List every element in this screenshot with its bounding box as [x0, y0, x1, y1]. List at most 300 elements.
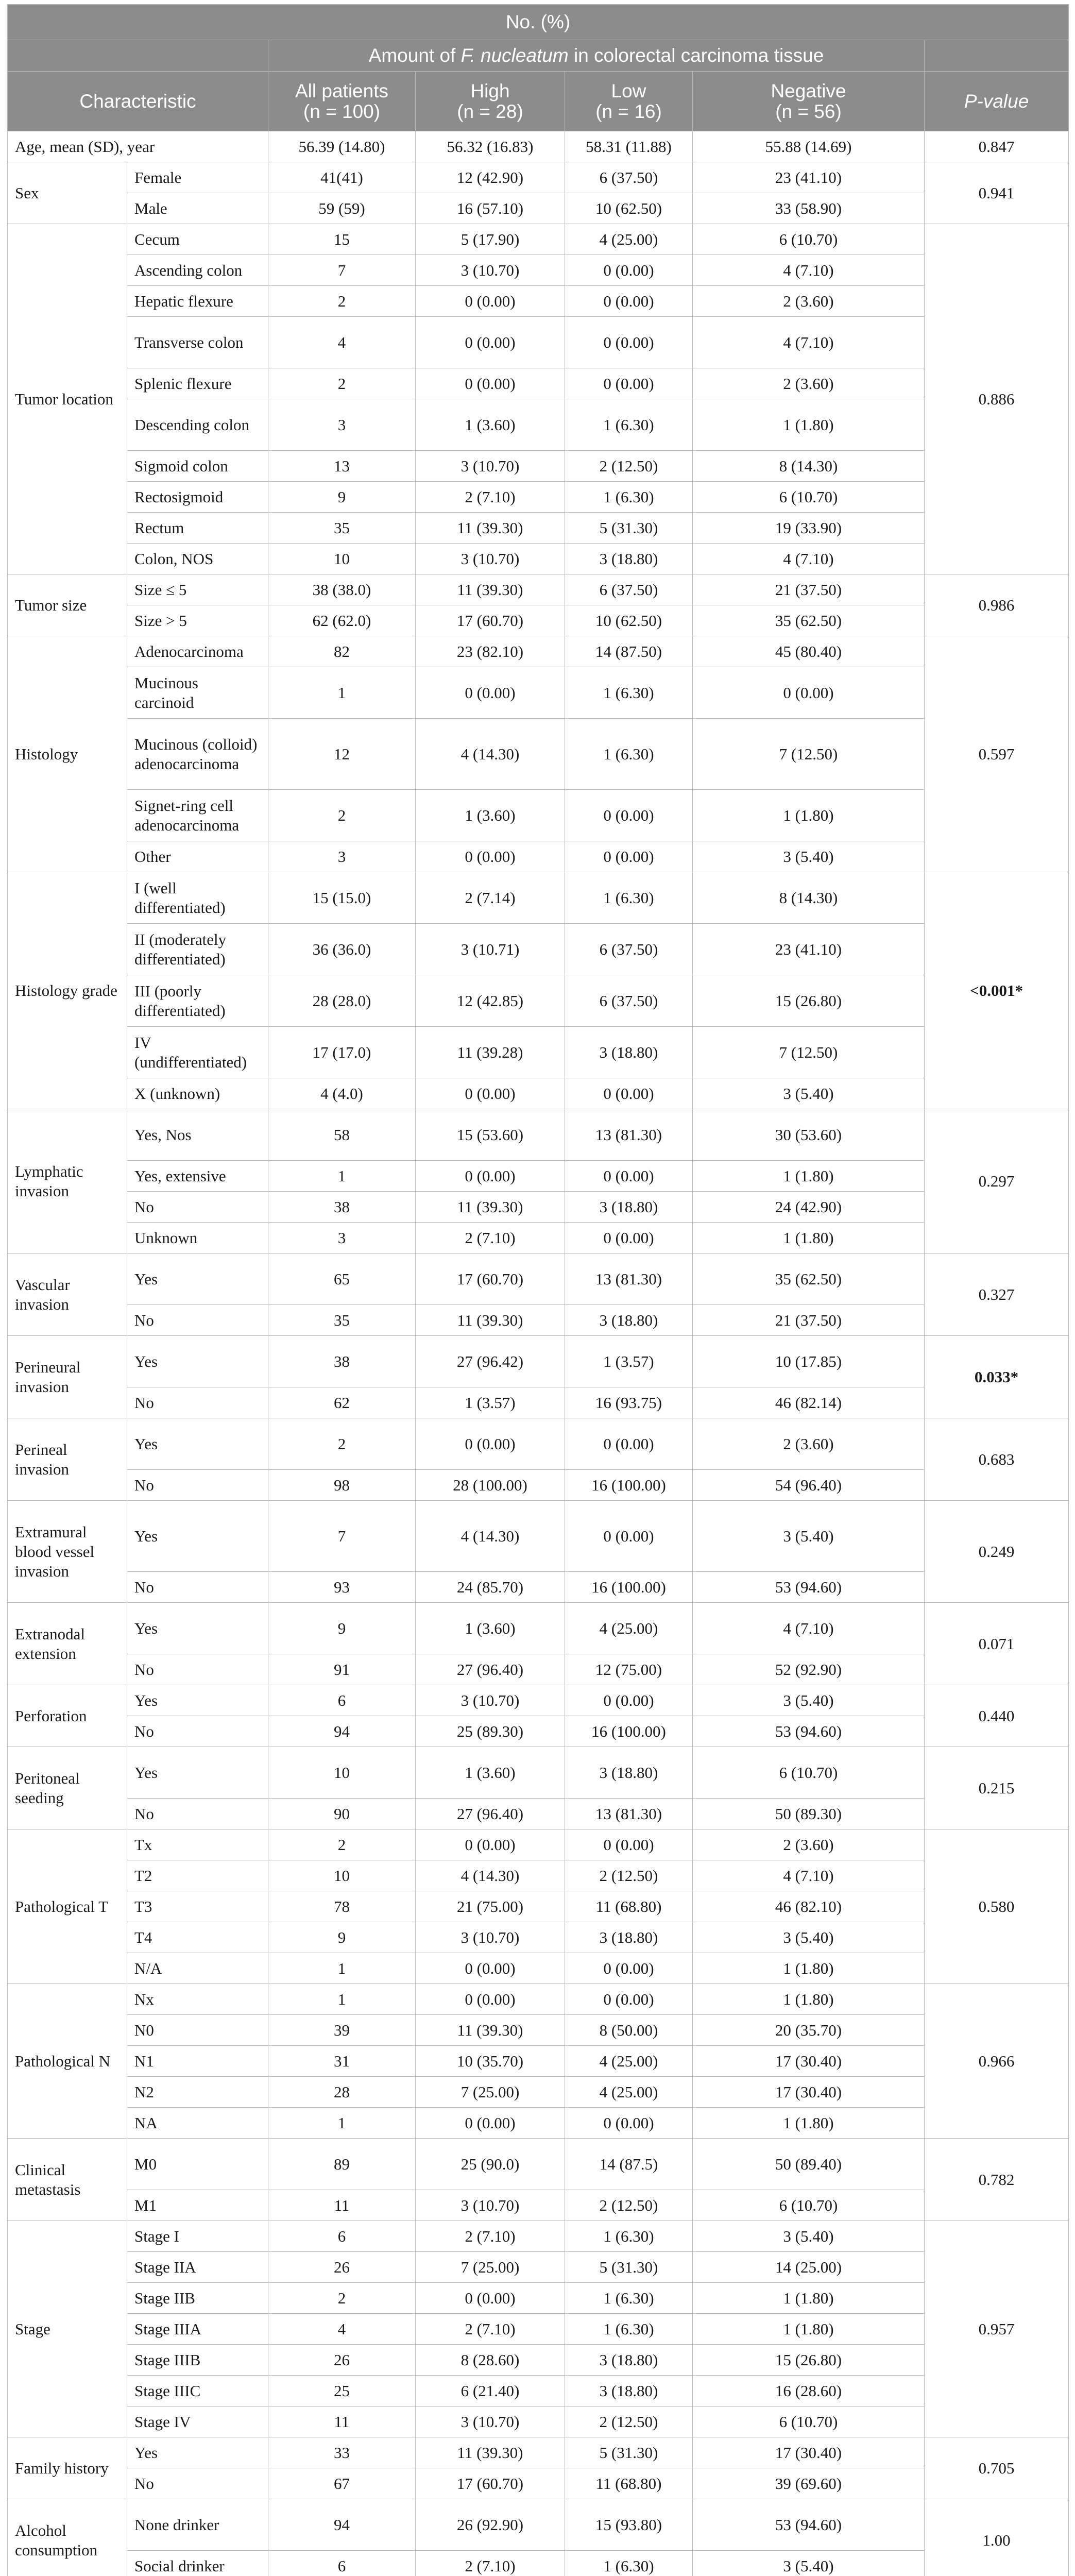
value-all: 1 [268, 2108, 416, 2139]
characteristic-label: Tumor size [8, 574, 127, 636]
pvalue: 0.327 [925, 1253, 1069, 1336]
header-characteristic: Characteristic [8, 72, 268, 131]
age-low: 58.31 (11.88) [565, 131, 693, 162]
value-negative: 3 (5.40) [693, 2551, 925, 2576]
value-all: 12 [268, 719, 416, 790]
value-high: 0 (0.00) [416, 317, 565, 368]
table-row [8, 1654, 1069, 1685]
value-low: 0 (0.00) [565, 1953, 693, 1984]
value-low: 12 (75.00) [565, 1654, 693, 1685]
subcategory-label: N1 [127, 2046, 268, 2077]
table-row [8, 1984, 1069, 2015]
value-high: 4 (14.30) [416, 1860, 565, 1891]
value-high: 4 (14.30) [416, 719, 565, 790]
value-negative: 46 (82.10) [693, 1891, 925, 1922]
value-low: 3 (18.80) [565, 1922, 693, 1953]
table-row [8, 162, 1069, 193]
table-row [8, 2221, 1069, 2252]
value-low: 16 (100.00) [565, 1470, 693, 1501]
value-all: 7 [268, 1501, 416, 1572]
table-row [8, 1860, 1069, 1891]
value-all: 7 [268, 255, 416, 286]
characteristic-label: Pathological T [8, 1829, 127, 1984]
value-low: 1 (6.30) [565, 399, 693, 451]
subcategory-label: Colon, NOS [127, 544, 268, 574]
value-negative: 15 (26.80) [693, 975, 925, 1027]
table-row [8, 2345, 1069, 2376]
value-low: 15 (93.80) [565, 2499, 693, 2551]
value-negative: 39 (69.60) [693, 2468, 925, 2499]
subcategory-label: Other [127, 841, 268, 872]
subcategory-label: I (well differentiated) [127, 872, 268, 924]
value-low: 5 (31.30) [565, 513, 693, 544]
value-negative: 3 (5.40) [693, 1501, 925, 1572]
value-negative: 3 (5.40) [693, 1078, 925, 1109]
value-high: 0 (0.00) [416, 1418, 565, 1470]
subcategory-label: Sigmoid colon [127, 451, 268, 482]
value-high: 1 (3.57) [416, 1387, 565, 1418]
value-negative: 3 (5.40) [693, 1685, 925, 1716]
table-row [8, 636, 1069, 667]
header-blank-right [925, 40, 1069, 72]
table-row [8, 317, 1069, 368]
value-all: 39 [268, 2015, 416, 2046]
subcategory-label: Yes [127, 1336, 268, 1387]
table-row [8, 1387, 1069, 1418]
subtitle-suffix: in colorectal carcinoma tissue [568, 45, 824, 66]
value-high: 3 (10.70) [416, 1685, 565, 1716]
value-high: 27 (96.42) [416, 1336, 565, 1387]
value-negative: 21 (37.50) [693, 1305, 925, 1336]
value-all: 4 (4.0) [268, 1078, 416, 1109]
table-row [8, 574, 1069, 605]
value-high: 27 (96.40) [416, 1654, 565, 1685]
value-negative: 7 (12.50) [693, 719, 925, 790]
value-low: 13 (81.30) [565, 1253, 693, 1305]
age-row [8, 131, 1069, 162]
table-row [8, 1922, 1069, 1953]
table-row [8, 2108, 1069, 2139]
table-row [8, 1953, 1069, 1984]
value-all: 41(41) [268, 162, 416, 193]
subcategory-label: Female [127, 162, 268, 193]
subcategory-label: Stage I [127, 2221, 268, 2252]
value-all: 9 [268, 1603, 416, 1654]
age-label: Age, mean (SD), year [8, 131, 268, 162]
value-high: 25 (90.0) [416, 2139, 565, 2190]
subcategory-label: N2 [127, 2077, 268, 2108]
value-all: 59 (59) [268, 193, 416, 224]
subcategory-label: No [127, 1572, 268, 1603]
subcategory-label: Social drinker [127, 2551, 268, 2576]
subcategory-label: No [127, 2468, 268, 2499]
value-low: 3 (18.80) [565, 1027, 693, 1078]
characteristic-label: Histology grade [8, 872, 127, 1109]
value-low: 4 (25.00) [565, 1603, 693, 1654]
value-high: 27 (96.40) [416, 1799, 565, 1829]
pvalue: 0.957 [925, 2221, 1069, 2437]
table-row [8, 2077, 1069, 2108]
characteristic-label: Family history [8, 2437, 127, 2499]
value-negative: 4 (7.10) [693, 317, 925, 368]
subcategory-label: Male [127, 193, 268, 224]
value-high: 11 (39.30) [416, 1305, 565, 1336]
value-high: 0 (0.00) [416, 368, 565, 399]
value-negative: 1 (1.80) [693, 1953, 925, 1984]
subcategory-label: No [127, 1654, 268, 1685]
pvalue: 0.782 [925, 2139, 1069, 2221]
value-low: 10 (62.50) [565, 193, 693, 224]
value-high: 0 (0.00) [416, 1984, 565, 2015]
value-all: 38 [268, 1192, 416, 1223]
value-high: 0 (0.00) [416, 667, 565, 719]
subcategory-label: Splenic flexure [127, 368, 268, 399]
subcategory-label: Hepatic flexure [127, 286, 268, 317]
table-row [8, 1192, 1069, 1223]
subcategory-label: Signet-ring cell adenocarcinoma [127, 790, 268, 841]
value-low: 0 (0.00) [565, 1984, 693, 2015]
value-high: 26 (92.90) [416, 2499, 565, 2551]
value-low: 16 (100.00) [565, 1716, 693, 1747]
table-row [8, 1336, 1069, 1387]
value-negative: 20 (35.70) [693, 2015, 925, 2046]
value-all: 91 [268, 1654, 416, 1685]
value-low: 16 (100.00) [565, 1572, 693, 1603]
value-low: 0 (0.00) [565, 1223, 693, 1253]
value-high: 3 (10.71) [416, 924, 565, 975]
age-high: 56.32 (16.83) [416, 131, 565, 162]
subcategory-label: Yes, Nos [127, 1109, 268, 1161]
value-low: 0 (0.00) [565, 841, 693, 872]
value-low: 5 (31.30) [565, 2437, 693, 2468]
value-negative: 19 (33.90) [693, 513, 925, 544]
value-high: 7 (25.00) [416, 2252, 565, 2283]
value-all: 2 [268, 1829, 416, 1860]
pvalue: 0.071 [925, 1603, 1069, 1685]
characteristic-label: Perineural invasion [8, 1336, 127, 1418]
subcategory-label: Yes [127, 1418, 268, 1470]
value-high: 0 (0.00) [416, 1161, 565, 1192]
value-low: 2 (12.50) [565, 2406, 693, 2437]
subcategory-label: Mucinous carcinoid [127, 667, 268, 719]
value-negative: 2 (3.60) [693, 1829, 925, 1860]
characteristic-label: Sex [8, 162, 127, 224]
value-negative: 30 (53.60) [693, 1109, 925, 1161]
value-high: 12 (42.90) [416, 162, 565, 193]
characteristic-label: Vascular invasion [8, 1253, 127, 1336]
table-row [8, 1305, 1069, 1336]
value-negative: 46 (82.14) [693, 1387, 925, 1418]
table-row [8, 1161, 1069, 1192]
value-low: 0 (0.00) [565, 317, 693, 368]
value-negative: 1 (1.80) [693, 790, 925, 841]
characteristic-label: Pathological N [8, 1984, 127, 2139]
value-all: 3 [268, 399, 416, 451]
value-low: 1 (6.30) [565, 872, 693, 924]
value-low: 2 (12.50) [565, 2190, 693, 2221]
subcategory-label: Descending colon [127, 399, 268, 451]
value-all: 2 [268, 790, 416, 841]
value-all: 9 [268, 482, 416, 513]
table-row [8, 790, 1069, 841]
subcategory-label: Nx [127, 1984, 268, 2015]
value-negative: 14 (25.00) [693, 2252, 925, 2283]
value-all: 3 [268, 1223, 416, 1253]
value-high: 5 (17.90) [416, 224, 565, 255]
table-row [8, 2468, 1069, 2499]
pvalue: 0.683 [925, 1418, 1069, 1501]
value-high: 0 (0.00) [416, 286, 565, 317]
value-high: 0 (0.00) [416, 2108, 565, 2139]
value-low: 6 (37.50) [565, 574, 693, 605]
value-high: 11 (39.30) [416, 513, 565, 544]
value-all: 26 [268, 2345, 416, 2376]
table-row [8, 605, 1069, 636]
value-high: 3 (10.70) [416, 451, 565, 482]
table-row [8, 224, 1069, 255]
table-row [8, 1799, 1069, 1829]
value-all: 2 [268, 1418, 416, 1470]
col-label: Negative [771, 80, 846, 101]
value-all: 6 [268, 1685, 416, 1716]
value-high: 1 (3.60) [416, 1747, 565, 1799]
value-negative: 33 (58.90) [693, 193, 925, 224]
value-low: 4 (25.00) [565, 2077, 693, 2108]
value-high: 3 (10.70) [416, 255, 565, 286]
characteristic-label: Peritoneal seeding [8, 1747, 127, 1829]
value-low: 6 (37.50) [565, 975, 693, 1027]
subcategory-label: M0 [127, 2139, 268, 2190]
value-negative: 6 (10.70) [693, 1747, 925, 1799]
value-low: 16 (93.75) [565, 1387, 693, 1418]
subcategory-label: Yes [127, 2437, 268, 2468]
value-high: 2 (7.10) [416, 1223, 565, 1253]
value-all: 35 [268, 1305, 416, 1336]
characteristic-label: Extramural blood vessel invasion [8, 1501, 127, 1603]
subcategory-label: Stage IIIC [127, 2376, 268, 2406]
value-all: 2 [268, 368, 416, 399]
subcategory-label: Stage IIIB [127, 2345, 268, 2376]
value-low: 0 (0.00) [565, 1829, 693, 1860]
value-high: 25 (89.30) [416, 1716, 565, 1747]
table-row [8, 2190, 1069, 2221]
value-all: 4 [268, 317, 416, 368]
value-high: 2 (7.14) [416, 872, 565, 924]
header-top: No. (%) [8, 5, 1069, 40]
pvalue: 0.580 [925, 1829, 1069, 1984]
subcategory-label: Transverse colon [127, 317, 268, 368]
value-low: 3 (18.80) [565, 1747, 693, 1799]
table-row [8, 1603, 1069, 1654]
value-high: 2 (7.10) [416, 2314, 565, 2345]
data-table [7, 4, 1069, 2576]
header-col-low: Low (n = 16) [565, 72, 693, 131]
value-low: 2 (12.50) [565, 451, 693, 482]
table-row [8, 924, 1069, 975]
value-high: 4 (14.30) [416, 1501, 565, 1572]
value-negative: 0 (0.00) [693, 667, 925, 719]
header-col-all: All patients (n = 100) [268, 72, 416, 131]
value-low: 1 (6.30) [565, 2283, 693, 2314]
value-negative: 53 (94.60) [693, 2499, 925, 2551]
subcategory-label: Stage IV [127, 2406, 268, 2437]
value-all: 15 [268, 224, 416, 255]
value-low: 0 (0.00) [565, 1685, 693, 1716]
value-high: 11 (39.30) [416, 1192, 565, 1223]
value-negative: 50 (89.40) [693, 2139, 925, 2190]
value-all: 78 [268, 1891, 416, 1922]
value-low: 3 (18.80) [565, 1192, 693, 1223]
pvalue: 0.966 [925, 1984, 1069, 2139]
value-negative: 35 (62.50) [693, 605, 925, 636]
value-all: 10 [268, 1747, 416, 1799]
table-row [8, 872, 1069, 924]
value-all: 11 [268, 2406, 416, 2437]
value-negative: 54 (96.40) [693, 1470, 925, 1501]
table-row [8, 451, 1069, 482]
value-low: 8 (50.00) [565, 2015, 693, 2046]
subcategory-label: Unknown [127, 1223, 268, 1253]
value-high: 1 (3.60) [416, 790, 565, 841]
subcategory-label: T4 [127, 1922, 268, 1953]
table-row [8, 2139, 1069, 2190]
value-high: 10 (35.70) [416, 2046, 565, 2077]
table-row [8, 1501, 1069, 1572]
value-all: 65 [268, 1253, 416, 1305]
value-low: 11 (68.80) [565, 2468, 693, 2499]
header-pvalue: P-value [925, 72, 1069, 131]
table-row [8, 2046, 1069, 2077]
value-low: 1 (6.30) [565, 482, 693, 513]
subcategory-label: Yes [127, 1501, 268, 1572]
value-negative: 7 (12.50) [693, 1027, 925, 1078]
value-negative: 2 (3.60) [693, 1418, 925, 1470]
value-low: 0 (0.00) [565, 1418, 693, 1470]
value-high: 0 (0.00) [416, 1829, 565, 1860]
value-high: 0 (0.00) [416, 1953, 565, 1984]
characteristic-label: Clinical metastasis [8, 2139, 127, 2221]
value-high: 3 (10.70) [416, 544, 565, 574]
table-row [8, 1891, 1069, 1922]
age-pvalue: 0.847 [925, 131, 1069, 162]
table-row [8, 719, 1069, 790]
subcategory-label: No [127, 1192, 268, 1223]
value-negative: 21 (37.50) [693, 574, 925, 605]
value-all: 28 (28.0) [268, 975, 416, 1027]
age-negative: 55.88 (14.69) [693, 131, 925, 162]
value-low: 11 (68.80) [565, 1891, 693, 1922]
value-high: 2 (7.10) [416, 2221, 565, 2252]
subcategory-label: No [127, 1305, 268, 1336]
table-row [8, 2499, 1069, 2551]
value-high: 3 (10.70) [416, 2406, 565, 2437]
subcategory-label: Stage IIIA [127, 2314, 268, 2345]
header-col-high: High (n = 28) [416, 72, 565, 131]
table-row [8, 2551, 1069, 2576]
value-high: 11 (39.30) [416, 574, 565, 605]
characteristic-label: Stage [8, 2221, 127, 2437]
subcategory-label: NA [127, 2108, 268, 2139]
value-low: 0 (0.00) [565, 286, 693, 317]
value-high: 15 (53.60) [416, 1109, 565, 1161]
value-high: 11 (39.28) [416, 1027, 565, 1078]
value-high: 1 (3.60) [416, 399, 565, 451]
characteristic-label: Lymphatic invasion [8, 1109, 127, 1253]
value-negative: 4 (7.10) [693, 1603, 925, 1654]
value-all: 33 [268, 2437, 416, 2468]
value-all: 6 [268, 2221, 416, 2252]
value-low: 13 (81.30) [565, 1109, 693, 1161]
subcategory-label: N/A [127, 1953, 268, 1984]
value-all: 1 [268, 1984, 416, 2015]
value-low: 1 (6.30) [565, 2551, 693, 2576]
value-negative: 2 (3.60) [693, 286, 925, 317]
value-low: 0 (0.00) [565, 1501, 693, 1572]
characteristic-label: Tumor location [8, 224, 127, 574]
value-all: 67 [268, 2468, 416, 2499]
value-negative: 1 (1.80) [693, 2283, 925, 2314]
table-row [8, 667, 1069, 719]
value-negative: 17 (30.40) [693, 2437, 925, 2468]
value-high: 7 (25.00) [416, 2077, 565, 2108]
table-row [8, 255, 1069, 286]
value-high: 2 (7.10) [416, 482, 565, 513]
value-low: 4 (25.00) [565, 224, 693, 255]
table-row [8, 1572, 1069, 1603]
value-all: 94 [268, 2499, 416, 2551]
pvalue: 0.215 [925, 1747, 1069, 1829]
value-negative: 6 (10.70) [693, 224, 925, 255]
value-all: 10 [268, 1860, 416, 1891]
table-row [8, 1109, 1069, 1161]
value-low: 3 (18.80) [565, 544, 693, 574]
value-negative: 17 (30.40) [693, 2046, 925, 2077]
value-low: 14 (87.5) [565, 2139, 693, 2190]
value-all: 82 [268, 636, 416, 667]
table-row [8, 2314, 1069, 2345]
subcategory-label: Yes [127, 1253, 268, 1305]
value-negative: 53 (94.60) [693, 1716, 925, 1747]
subcategory-label: Size ≤ 5 [127, 574, 268, 605]
subcategory-label: IV (undifferentiated) [127, 1027, 268, 1078]
value-negative: 23 (41.10) [693, 162, 925, 193]
value-low: 3 (18.80) [565, 1305, 693, 1336]
value-negative: 16 (28.60) [693, 2376, 925, 2406]
table-row [8, 368, 1069, 399]
value-negative: 17 (30.40) [693, 2077, 925, 2108]
pvalue: 0.249 [925, 1501, 1069, 1603]
value-low: 0 (0.00) [565, 790, 693, 841]
value-low: 6 (37.50) [565, 162, 693, 193]
value-low: 13 (81.30) [565, 1799, 693, 1829]
value-all: 10 [268, 544, 416, 574]
table-row [8, 1078, 1069, 1109]
value-negative: 45 (80.40) [693, 636, 925, 667]
value-low: 1 (6.30) [565, 2314, 693, 2345]
value-all: 17 (17.0) [268, 1027, 416, 1078]
value-low: 14 (87.50) [565, 636, 693, 667]
table-row [8, 1253, 1069, 1305]
value-negative: 1 (1.80) [693, 399, 925, 451]
value-high: 11 (39.30) [416, 2015, 565, 2046]
value-all: 62 [268, 1387, 416, 1418]
value-all: 3 [268, 841, 416, 872]
value-negative: 2 (3.60) [693, 368, 925, 399]
subcategory-label: Ascending colon [127, 255, 268, 286]
value-all: 35 [268, 513, 416, 544]
value-all: 9 [268, 1922, 416, 1953]
subcategory-label: Cecum [127, 224, 268, 255]
